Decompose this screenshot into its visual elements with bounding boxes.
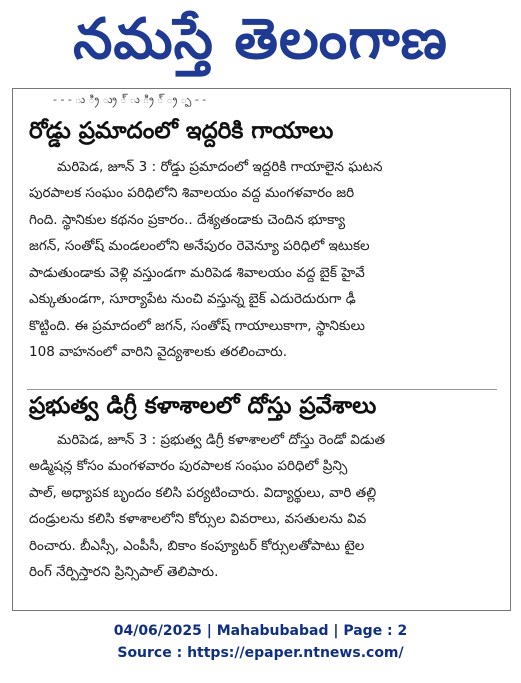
article-divider [27,389,497,390]
article-line: మరిపెడ, జూన్ 3 : రోడ్డు ప్రమాదంలో ఇద్దరికి గాయాలైన ఘటన [57,158,383,175]
article-line: జగన్, సంతోష్ మండలంలోని అనేపురం రెవెన్యూ పరిధిలో ఇటుకల [29,238,370,255]
article-line: రింగ్ నేర్పిస్తారని ప్రిన్సిపాల్ తెలిపారు. [29,564,219,581]
article-headline: ప్రభుత్వ డిగ్రీ కళాశాలలో దోస్తు ప్రవేశాలు [29,393,377,419]
cut-off-text-strip: - - - ు ్రి ్రు ్ ు ్రి ్ ్ర ్ప - - [53,93,207,106]
article-line: పురపాలక సంఘం పరిధిలోని శివాలయం వద్ద మంగళవారం జరి [29,185,355,202]
article-road-accident [29,117,499,366]
article-line: పాడుతుండాకు వెళ్లి వస్తుండగా మరిపెడ శివాలయం వద్ద బైక్ హైవే [29,264,365,281]
footer-source: Source : https://epaper.ntnews.com/ [117,645,404,661]
article-line: గింది. స్థానికుల కథనం ప్రకారం.. దేశ్యతండాకు చెందిన భూక్యా [29,211,346,228]
article-degree-college-admissions [29,392,499,586]
article-line: పాల్, అధ్యాపక బృందం కలిసి పర్యటించారు. విద్యార్థులు, వారి తల్లి [29,484,377,501]
footer-date-edition-page: 04/06/2025 | Mahabubabad | Page : 2 [113,623,408,639]
article-headline: రోడ్డు ప్రమాదంలో ఇద్దరికి గాయాలు [29,118,334,144]
article-line: దండ్రులను కలిసి కళాశాలలోని కోర్సుల వివరాలు, వసతులను వివ [29,511,367,528]
article-line: రించారు. బీఎస్సీ, ఎంపీసీ, బికాం కంప్యూటర్ కోర్సులతోపాటు టైల [29,537,365,554]
article-line: 108 వాహనంలో వారిని వైద్యశాలకు తరలించారు. [29,344,288,361]
article-line: అడ్మిషన్ల కోసం మంగళవారం పురపాలక సంఘం పరిధిలో ప్రిన్సి [29,458,348,475]
news-clipping [12,88,511,611]
article-line: ఎక్కుతుండగా, సూర్యాపేట నుంచి వస్తున్న బైక్ ఎదురెదురుగా ఢీ [29,291,356,308]
masthead [0,0,521,80]
masthead-title: నమస్తే తెలంగాణ [73,7,448,72]
article-line: మరిపెడ, జూన్ 3 : ప్రభుత్వ డిగ్రీ కళాశాలలో దోస్తు రెండో విడుత [57,431,386,448]
article-line: కొట్టింది. ఈ ప్రమాదంలో జగన్, సంతోష్ గాయాలుకాగా, స్థానికులు [29,317,365,334]
